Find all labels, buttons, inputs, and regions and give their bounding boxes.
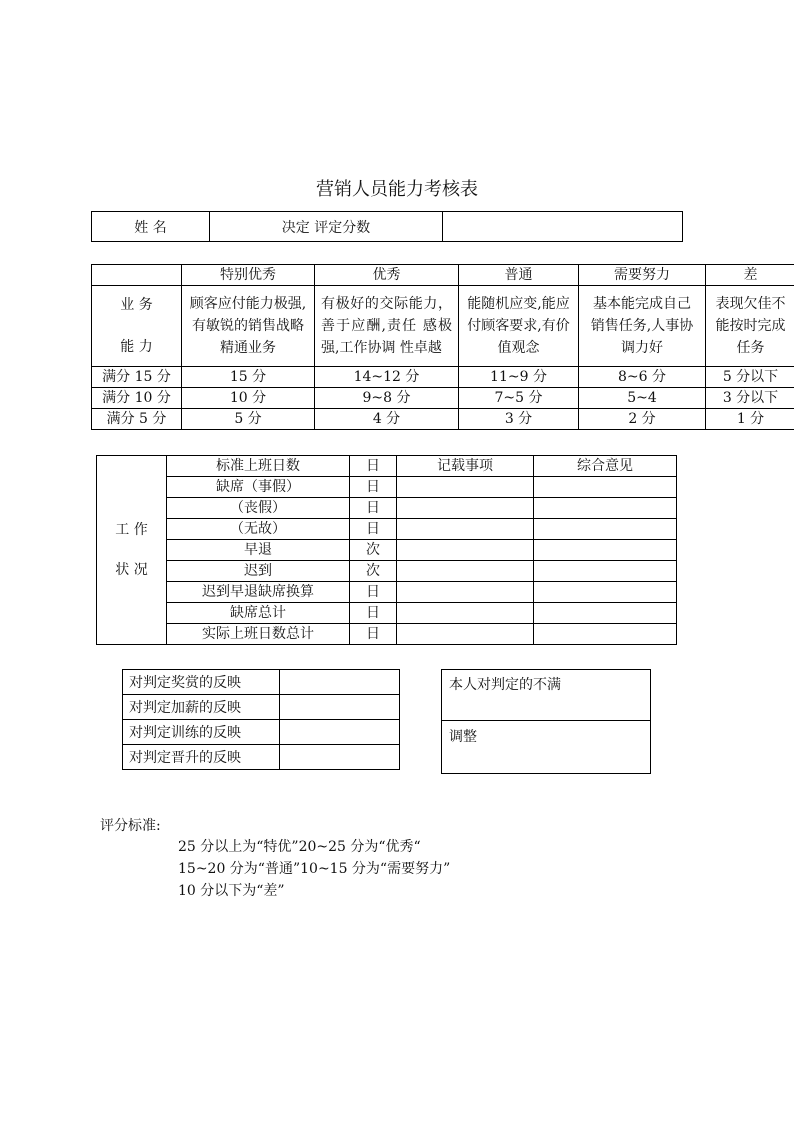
score-row-10: [92, 388, 794, 409]
criteria-lines: [178, 836, 450, 902]
criteria-line: 25 分以上为“特优”20~25 分为“优秀“: [178, 839, 421, 855]
record-cell[interactable]: [397, 561, 534, 582]
reaction-value-cell[interactable]: [280, 695, 400, 720]
record-header: 记载事项: [397, 456, 534, 477]
adjust-label: 调整: [449, 729, 477, 745]
business-ability-label: 业 务 能 力: [92, 286, 182, 367]
criteria-heading: 评分标准:: [100, 818, 161, 834]
reaction-value-cell[interactable]: [280, 670, 400, 695]
ability-table: [91, 264, 794, 430]
work-item: 早退: [167, 540, 350, 561]
reaction-row: [123, 720, 400, 745]
work-item: 迟到早退缺席换算: [167, 582, 350, 603]
description-row: [92, 286, 794, 367]
score-label: 决定 评定分数: [210, 212, 443, 242]
desc-needs-effort: 基本能完成自己销售任务,人事协调力好: [579, 286, 706, 367]
page-title: 营销人员能力考核表: [316, 179, 478, 200]
work-unit: 日: [350, 603, 397, 624]
score-cell: 10 分: [182, 388, 315, 409]
reaction-value-cell[interactable]: [280, 745, 400, 770]
work-row: [97, 624, 677, 645]
score-cell: 5 分: [182, 409, 315, 430]
work-row: [97, 477, 677, 498]
score-cell: 2 分: [579, 409, 706, 430]
opinion-cell[interactable]: [534, 540, 677, 561]
work-item: 迟到: [167, 561, 350, 582]
reaction-label: 对判定奖赏的反映: [123, 670, 280, 695]
reaction-label: 对判定晋升的反映: [123, 745, 280, 770]
opinion-cell[interactable]: [534, 477, 677, 498]
desc-excellent: 顾客应付能力极强,有敏锐的销售战略精通业务: [182, 286, 315, 367]
work-item: 标准上班日数: [167, 456, 350, 477]
record-cell[interactable]: [397, 498, 534, 519]
score-cell: 11~9 分: [459, 367, 579, 388]
score-row-15: [92, 367, 794, 388]
level-header-row: [92, 265, 794, 286]
work-unit: 日: [350, 498, 397, 519]
reaction-table: [122, 669, 400, 770]
work-unit: 日: [350, 477, 397, 498]
work-item: 缺席总计: [167, 603, 350, 624]
level-excellent: 特别优秀: [182, 265, 315, 286]
score-row-label: 满分 15 分: [92, 367, 182, 388]
work-status-table: [96, 455, 677, 645]
corner-cell: [92, 265, 182, 286]
opinion-cell[interactable]: [534, 582, 677, 603]
work-row: [97, 603, 677, 624]
opinion-cell[interactable]: [534, 519, 677, 540]
work-item: 实际上班日数总计: [167, 624, 350, 645]
desc-average: 能随机应变,能应付顾客要求,有价值观念: [459, 286, 579, 367]
work-row: [97, 519, 677, 540]
reaction-value-cell[interactable]: [280, 720, 400, 745]
reaction-row: [123, 670, 400, 695]
work-row: [97, 498, 677, 519]
score-cell: 5 分以下: [706, 367, 794, 388]
work-row: [97, 456, 677, 477]
level-poor: 差: [706, 265, 794, 286]
desc-poor: 表现欠佳不能按时完成任务: [706, 286, 794, 367]
score-row-label: 满分 5 分: [92, 409, 182, 430]
score-cell: 9~8 分: [315, 388, 459, 409]
score-cell: 14~12 分: [315, 367, 459, 388]
reaction-row: [123, 745, 400, 770]
name-label: 姓 名: [92, 212, 210, 242]
dissatisfaction-section[interactable]: [442, 670, 650, 721]
score-cell: 1 分: [706, 409, 794, 430]
record-cell[interactable]: [397, 477, 534, 498]
desc-good: 有极好的交际能力，善于应酬,责任 感极强,工作协调 性卓越: [315, 286, 459, 367]
opinion-cell[interactable]: [534, 498, 677, 519]
level-average: 普通: [459, 265, 579, 286]
reaction-label: 对判定加薪的反映: [123, 695, 280, 720]
work-row: [97, 561, 677, 582]
opinion-header: 综合意见: [534, 456, 677, 477]
level-needs-effort: 需要努力: [579, 265, 706, 286]
opinion-cell[interactable]: [534, 561, 677, 582]
work-unit: 日: [350, 624, 397, 645]
work-row: [97, 540, 677, 561]
score-cell: 7~5 分: [459, 388, 579, 409]
work-unit: 次: [350, 540, 397, 561]
score-cell: 8~6 分: [579, 367, 706, 388]
record-cell[interactable]: [397, 603, 534, 624]
score-row-label: 满分 10 分: [92, 388, 182, 409]
score-cell: 3 分以下: [706, 388, 794, 409]
adjust-section[interactable]: [442, 721, 650, 773]
work-row: [97, 582, 677, 603]
score-cell: 3 分: [459, 409, 579, 430]
reaction-label: 对判定训练的反映: [123, 720, 280, 745]
record-cell[interactable]: [397, 582, 534, 603]
reaction-row: [123, 695, 400, 720]
record-cell[interactable]: [397, 540, 534, 561]
opinion-cell[interactable]: [534, 624, 677, 645]
opinion-cell[interactable]: [534, 603, 677, 624]
work-unit: 日: [350, 519, 397, 540]
record-cell[interactable]: [397, 519, 534, 540]
work-item: （无故）: [167, 519, 350, 540]
work-unit: 日: [350, 456, 397, 477]
score-row-5: [92, 409, 794, 430]
criteria-line: 10 分以下为“差”: [178, 883, 285, 899]
score-value-field[interactable]: [443, 212, 683, 242]
criteria-line: 15~20 分为“普通”10~15 分为“需要努力”: [178, 861, 451, 877]
score-cell: 4 分: [315, 409, 459, 430]
work-item: 缺席（事假）: [167, 477, 350, 498]
name-score-row: [92, 212, 683, 242]
dissatisfaction-box: [441, 669, 651, 774]
score-cell: 15 分: [182, 367, 315, 388]
name-score-table: [91, 211, 683, 242]
work-status-label: 工 作 状 况: [97, 456, 167, 645]
level-good: 优秀: [315, 265, 459, 286]
work-unit: 日: [350, 582, 397, 603]
work-unit: 次: [350, 561, 397, 582]
score-cell: 5~4: [579, 388, 706, 409]
record-cell[interactable]: [397, 624, 534, 645]
dissatisfaction-label: 本人对判定的不满: [449, 677, 561, 693]
work-item: （丧假）: [167, 498, 350, 519]
